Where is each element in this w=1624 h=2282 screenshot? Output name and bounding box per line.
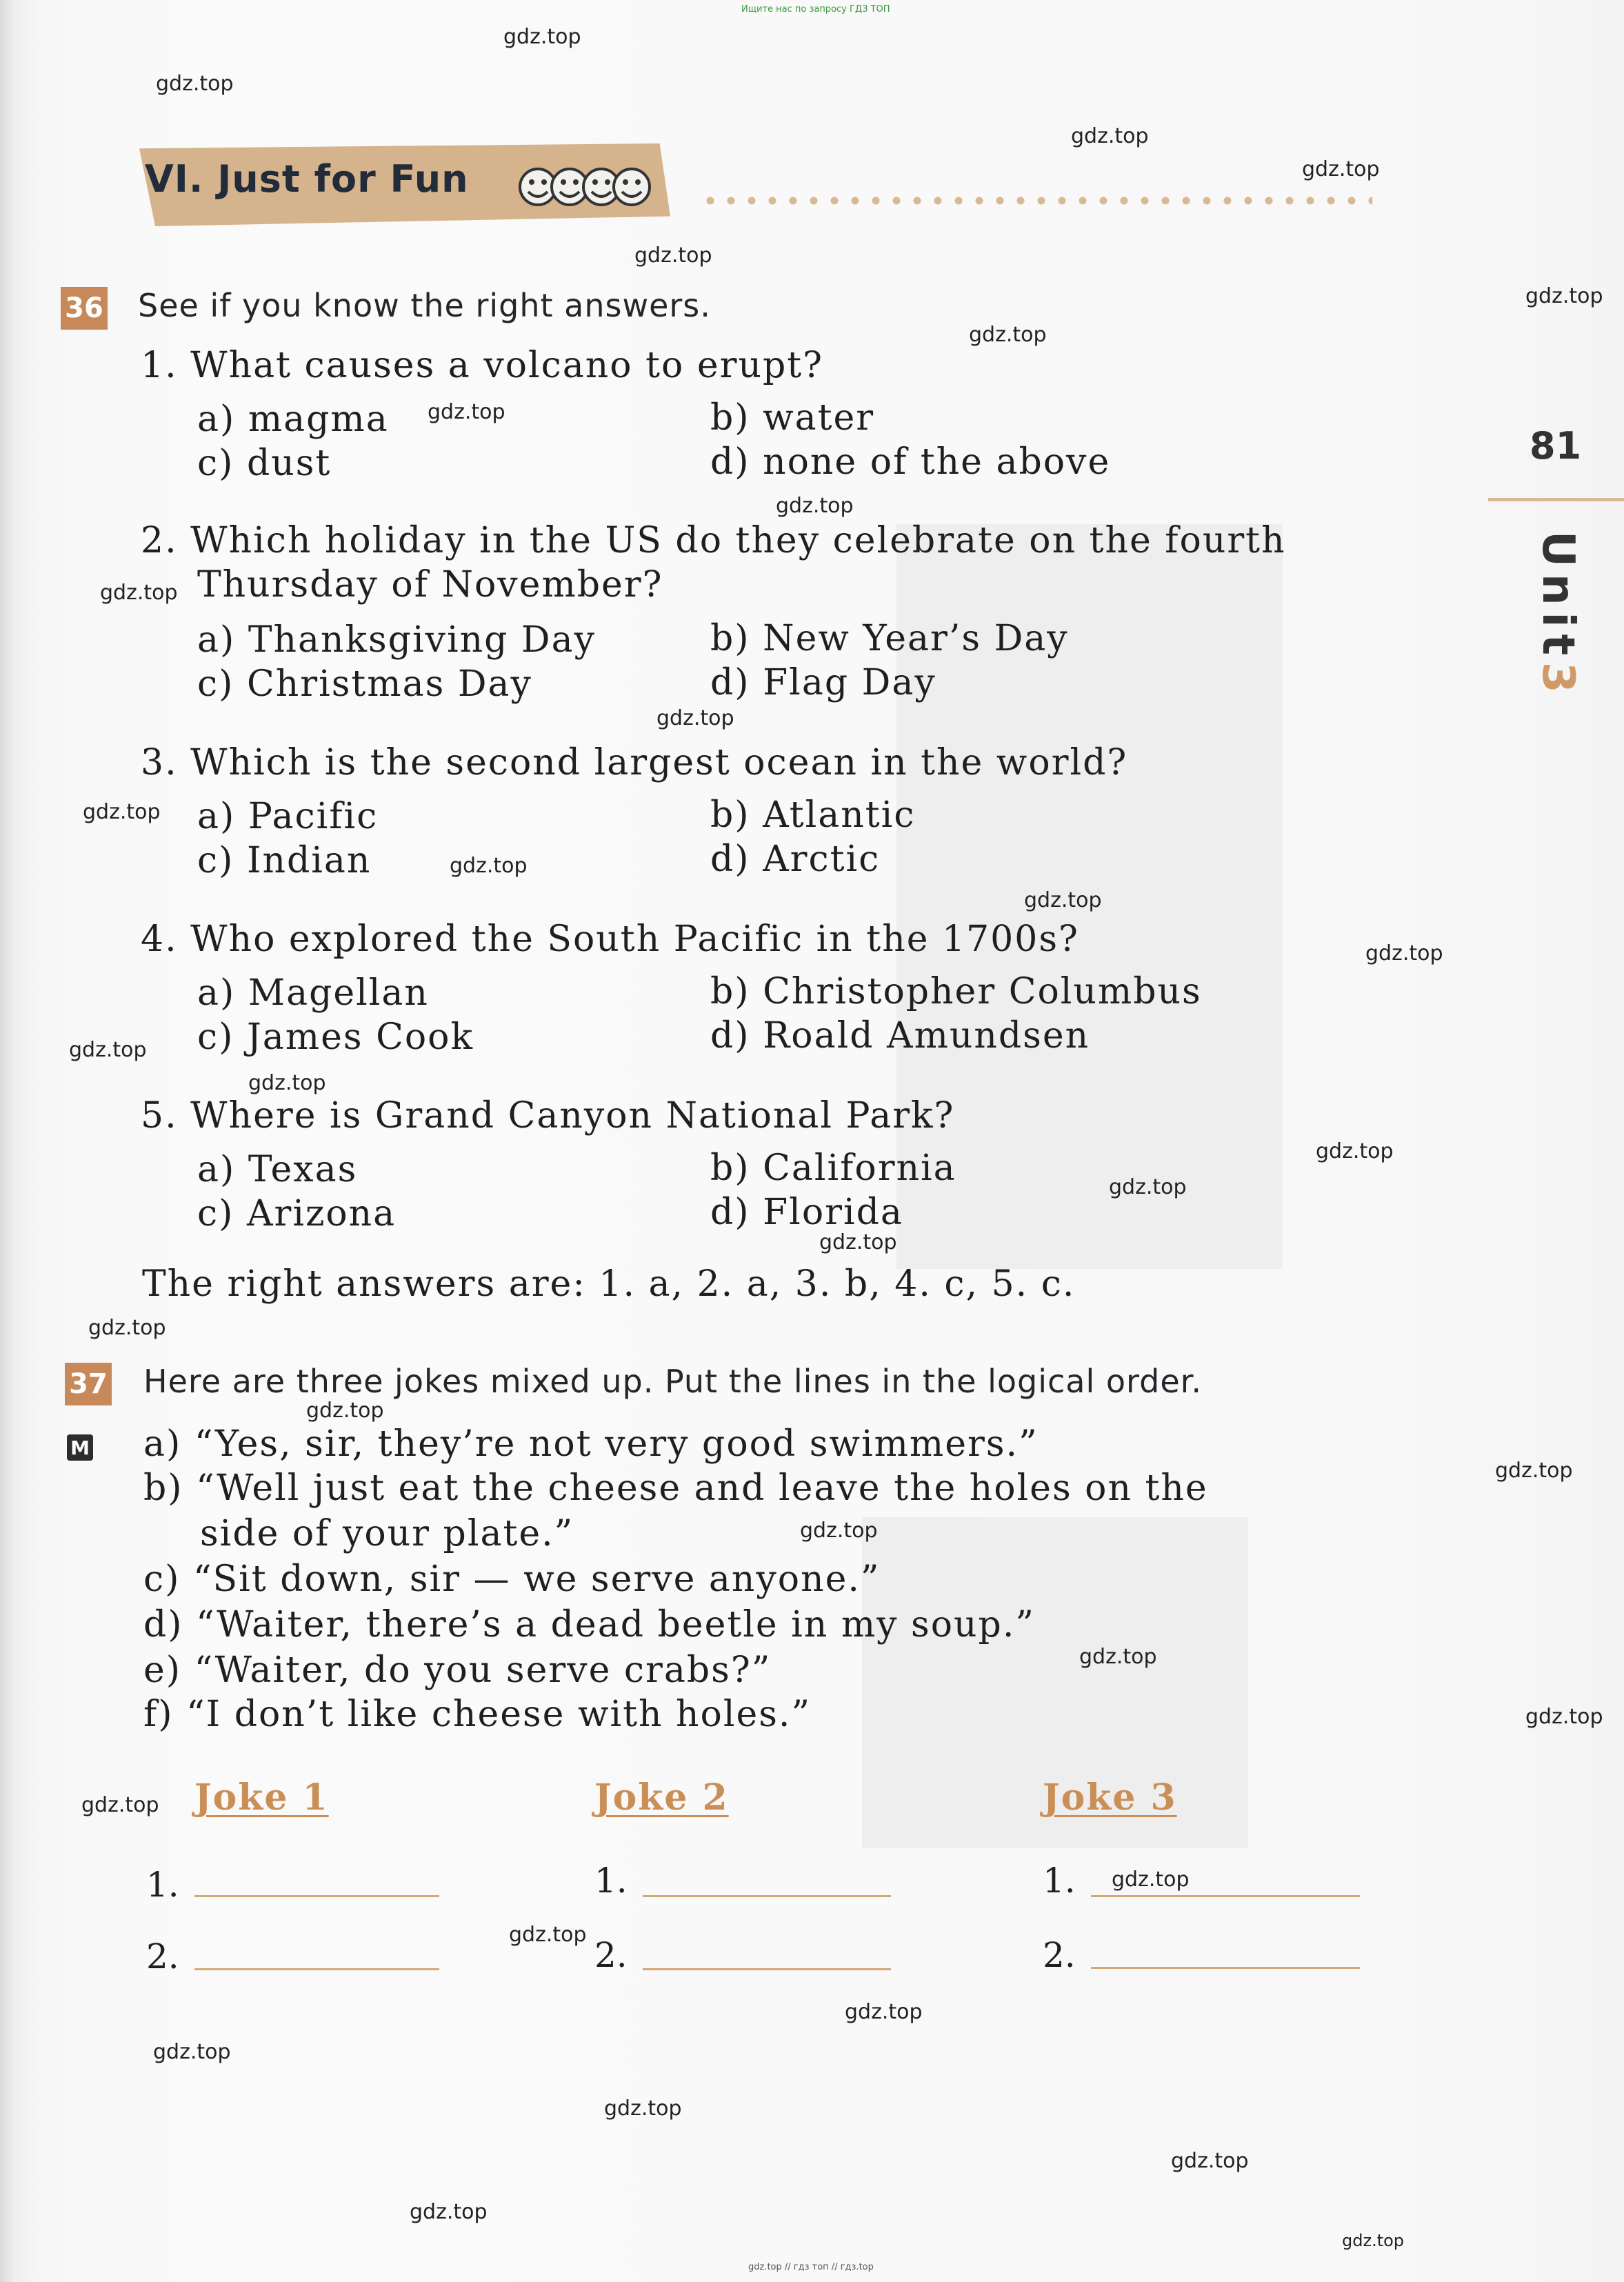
watermark: gdz.top [450, 854, 528, 878]
option: b) water [710, 397, 875, 439]
option: c) Arizona [197, 1193, 397, 1234]
page-number: 81 [1530, 424, 1582, 468]
watermark: gdz.top [656, 706, 734, 730]
option: a) Texas [197, 1149, 358, 1190]
smiley-faces-icon [516, 163, 654, 211]
watermark: gdz.top [1342, 2231, 1405, 2250]
watermark: gdz.top [1024, 888, 1102, 912]
answer-line[interactable] [1091, 1967, 1360, 1969]
answer-number: 2. [1043, 1935, 1076, 1975]
watermark: gdz.top [153, 2040, 231, 2064]
watermark: gdz.top [156, 72, 234, 96]
watermark: gdz.top [1495, 1459, 1573, 1483]
option: a) Thanksgiving Day [197, 619, 596, 661]
watermark: gdz.top [1525, 284, 1603, 308]
watermark: gdz.top [604, 2096, 682, 2121]
option: a) Magellan [197, 972, 429, 1014]
watermark: gdz.top [1316, 1139, 1394, 1163]
watermark: gdz.top [1071, 124, 1149, 148]
answer-number: 1. [146, 1865, 179, 1905]
answer-line[interactable] [1091, 1895, 1360, 1897]
unit-word: Unit [1532, 531, 1583, 663]
watermark: gdz.top [1171, 2149, 1249, 2173]
exercise-instruction: Here are three jokes mixed up. Put the lines in the logical order. [143, 1363, 1202, 1400]
watermark: gdz.top [306, 1399, 384, 1423]
question: 1. What causes a volcano to erupt? [141, 345, 824, 386]
watermark: gdz.top [776, 494, 854, 518]
answers-line: The right answers are: 1. a, 2. a, 3. b, 4. c, 5. c. [142, 1263, 1076, 1305]
option: a) magma [197, 399, 389, 440]
option: d) Arctic [710, 839, 881, 880]
watermark: gdz.top [1365, 941, 1443, 965]
bottom-note: gdz.top // гдз топ // гдз.top [748, 2262, 874, 2272]
watermark: gdz.top [819, 1230, 897, 1254]
answer-line[interactable] [194, 1968, 439, 1970]
joke-line-continued: side of your plate.” [200, 1513, 574, 1554]
answer-number: 1. [1043, 1861, 1076, 1901]
watermark: gdz.top [83, 800, 161, 824]
joke-2-title: Joke 2 [594, 1776, 729, 1819]
watermark: gdz.top [503, 25, 581, 49]
option: c) James Cook [197, 1017, 474, 1058]
watermark: gdz.top [1302, 157, 1380, 181]
watermark: gdz.top [800, 1519, 878, 1543]
joke-line: e) “Waiter, do you serve crabs?” [143, 1650, 772, 1691]
unit-label [1532, 531, 1583, 700]
joke-1-title: Joke 1 [194, 1776, 329, 1819]
watermark: gdz.top [428, 400, 505, 424]
audio-m-icon: M [67, 1434, 93, 1461]
option: b) Atlantic [710, 794, 916, 836]
option: c) Indian [197, 840, 372, 881]
watermark: gdz.top [1079, 1645, 1157, 1669]
joke-line: a) “Yes, sir, they’re not very good swimmers.” [143, 1423, 1039, 1465]
joke-line: d) “Waiter, there’s a dead beetle in my soup.” [143, 1604, 1035, 1645]
watermark: gdz.top [410, 2200, 488, 2224]
option: d) none of the above [710, 441, 1111, 483]
joke-3-title: Joke 3 [1043, 1776, 1177, 1819]
exercise-number: 37 [65, 1363, 112, 1405]
watermark: gdz.top [100, 581, 178, 605]
option: d) Roald Amundsen [710, 1015, 1090, 1057]
watermark: gdz.top [88, 1316, 166, 1340]
question: 4. Who explored the South Pacific in the 1700s? [141, 919, 1079, 960]
dotted-rule [700, 195, 1372, 206]
watermark: gdz.top [1112, 1868, 1190, 1892]
option: b) New Year’s Day [710, 618, 1069, 659]
watermark: gdz.top [1109, 1175, 1187, 1199]
answer-line[interactable] [643, 1895, 891, 1897]
option: c) dust [197, 443, 332, 484]
question: 2. Which holiday in the US do they celebrate on the fourth [141, 520, 1286, 561]
option: d) Florida [710, 1192, 903, 1233]
section-title: VI. Just for Fun [145, 157, 469, 201]
exercise-number: 36 [61, 287, 108, 330]
question-continued: Thursday of November? [197, 564, 663, 605]
option: b) California [710, 1148, 956, 1189]
question: 5. Where is Grand Canyon National Park? [141, 1095, 955, 1137]
option: c) Christmas Day [197, 663, 532, 705]
watermark: gdz.top [969, 323, 1047, 347]
joke-line: c) “Sit down, sir — we serve anyone.” [143, 1559, 881, 1600]
watermark: gdz.top [634, 243, 712, 268]
exercise-instruction: See if you know the right answers. [138, 287, 711, 324]
watermark: gdz.top [509, 1923, 587, 1947]
answer-line[interactable] [643, 1968, 891, 1970]
option: a) Pacific [197, 796, 379, 837]
question: 3. Which is the second largest ocean in the world? [141, 742, 1128, 783]
watermark: gdz.top [248, 1071, 326, 1095]
watermark: gdz.top [81, 1793, 159, 1817]
watermark: gdz.top [1525, 1705, 1603, 1729]
answer-number: 2. [594, 1935, 628, 1975]
answer-number: 2. [146, 1936, 179, 1976]
watermark: gdz.top [69, 1038, 147, 1062]
watermark: gdz.top [845, 2000, 923, 2024]
option: d) Flag Day [710, 662, 936, 703]
top-note: Ищите нас по запросу ГДЗ ТОП [741, 4, 890, 14]
option: b) Christopher Columbus [710, 971, 1202, 1012]
answer-number: 1. [594, 1861, 628, 1901]
page-number-rule [1488, 498, 1624, 501]
unit-number: 3 [1532, 662, 1583, 700]
answer-line[interactable] [194, 1895, 439, 1897]
joke-line: f) “I don’t like cheese with holes.” [143, 1694, 812, 1735]
joke-line: b) “Well just eat the cheese and leave the holes on the [143, 1468, 1208, 1509]
